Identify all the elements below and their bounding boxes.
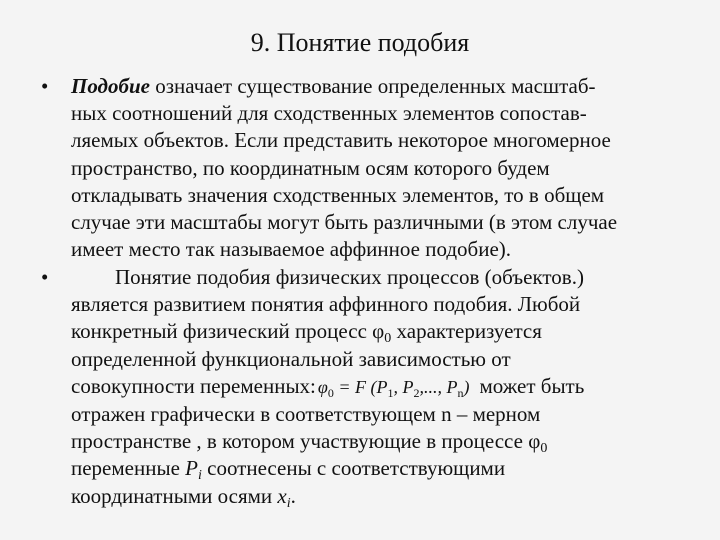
text-line <box>71 428 711 455</box>
text-line <box>71 483 711 510</box>
text-line <box>71 455 711 482</box>
variable: x <box>277 483 287 508</box>
text-fragment: переменные <box>71 456 186 481</box>
text-fragment: совокупности переменных: <box>71 373 316 398</box>
text-line: ных соотношений для сходственных элементов сопостав- <box>71 101 587 126</box>
text-fragment: конкретный физический процесс φ <box>71 319 385 344</box>
text-line <box>71 318 711 345</box>
text-fragment: соотнесены с соответствующими <box>201 456 506 481</box>
paragraph-physical-processes <box>71 264 711 510</box>
text-fragment: может быть <box>479 373 585 398</box>
text-line: определенной функциональной зависимостью от <box>71 346 511 371</box>
text-line <box>71 73 711 100</box>
bullet-icon: • <box>41 74 49 98</box>
paragraph-definition <box>71 73 711 263</box>
subscript: i <box>197 468 202 484</box>
text-fragment: означает существование определенных масштаб- <box>155 74 596 98</box>
text-line: откладывать значения сходственных элементов, то в общем <box>71 182 605 207</box>
text-fragment: пространстве , в котором участвующие в процессе φ <box>71 429 541 454</box>
subscript: i <box>286 495 291 511</box>
function-formula: $\varphi_0 = F$ ($P_1$, $P_2$,..., $P_n$) <box>317 376 470 400</box>
slide-title: 9. Понятие подобия <box>250 28 470 57</box>
bullet-icon: • <box>41 265 49 289</box>
text-fragment: характеризуется <box>391 319 542 344</box>
subscript: 0 <box>384 331 392 347</box>
text-line: имеет место так называемое аффинное подобие). <box>71 237 512 262</box>
text-line: отражен графически в соответствующем n – мерном <box>71 402 541 427</box>
text-line: случае эти масштабы могут быть различными (в этом случае <box>71 210 618 235</box>
subscript: 0 <box>540 441 548 457</box>
text-fragment: . <box>290 483 296 508</box>
text-line: пространство, по координатным осям которого будем <box>71 155 550 180</box>
text-line: ляемых объектов. Если представить некоторое многомерное <box>71 128 611 153</box>
term-similarity: Подобие <box>71 74 150 98</box>
text-line: является развитием понятия аффинного подобия. Любой <box>71 292 581 317</box>
text-line: Понятие подобия физических процессов (объектов.) <box>115 265 584 289</box>
variable: P <box>185 456 198 481</box>
text-fragment: координатными осями <box>71 483 278 508</box>
text-line <box>71 373 711 401</box>
